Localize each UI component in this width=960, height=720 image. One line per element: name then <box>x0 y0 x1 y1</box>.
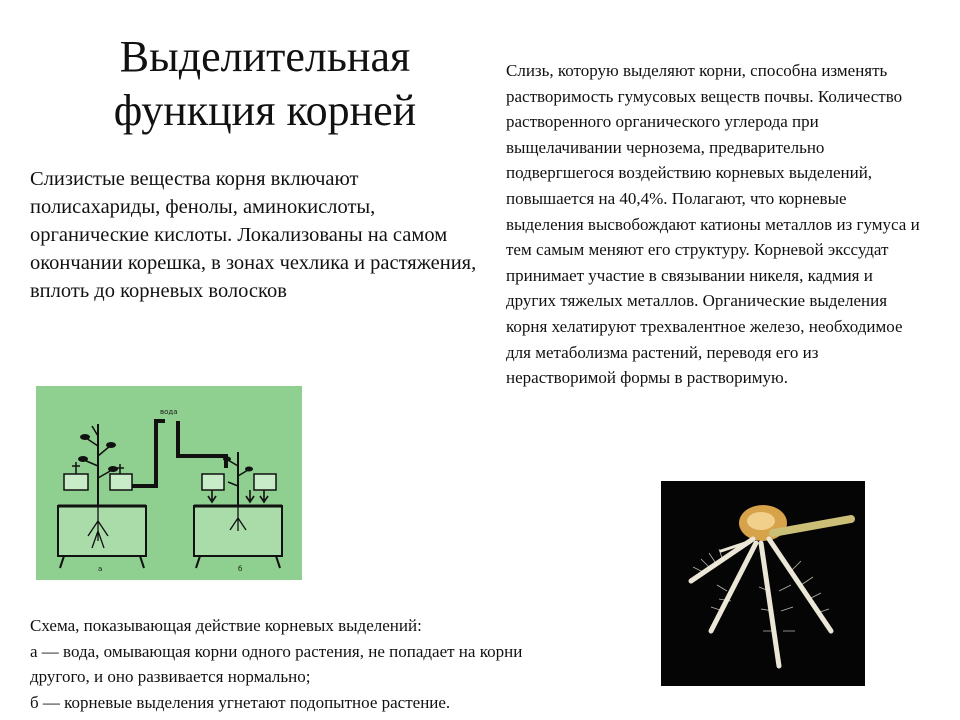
root-exudate-diagram-svg <box>36 386 302 580</box>
pot-b-label: б <box>238 565 243 573</box>
pot-b <box>194 452 282 573</box>
caption-line-2: а — вода, омывающая корни одного растения, не попадает на корни <box>30 641 523 661</box>
pot-a <box>58 424 146 573</box>
water-label: вода <box>160 408 178 416</box>
caption-line-1: Схема, показывающая действие корневых выделений: <box>30 616 422 635</box>
slide-title <box>60 30 470 138</box>
slide-title-line-2: функция корней <box>113 86 417 135</box>
pot-a-label: а <box>98 565 103 573</box>
root-mucus-paragraph: Слизь, которую выделяют корни, способна изменять растворимость гумусовых веществ почвы. Количество растворенного органического углерода при выщелачивании чернозема, предварительно подвергшегося воздействию корневых выделений, повышается на 40,4%. Полагают, что корневые выделения высвобождают катионы металлов из гумуса и тем самым меняют его структуру. Корневой экссудат принимает участие в связывании никеля, кадмия и других тяжелых металлов. Органические выделения корня хелатируют трехвалентное железо, необходимое для метаболизма растений, переводя его из нерастворимой формы в растворимую. <box>506 61 920 388</box>
mucus-substances-paragraph: Слизистые вещества корня включают полисахариды, фенолы, аминокислоты, органические кислоты. Локализованы на самом окончании корешка, в зонах чехлика и растяжения, вплоть до корневых волосков <box>30 168 477 302</box>
root-exudate-diagram <box>36 386 302 580</box>
diagram-caption <box>30 613 660 715</box>
slide-title-line-1: Выделительная <box>119 32 411 81</box>
root-hairs-photo-svg <box>661 481 865 686</box>
root-hairs-photo <box>661 481 865 686</box>
caption-line-3: другого, и оно развивается нормально; <box>30 667 311 686</box>
caption-line-4: б — корневые выделения угнетают подопытное растение. <box>30 692 451 712</box>
